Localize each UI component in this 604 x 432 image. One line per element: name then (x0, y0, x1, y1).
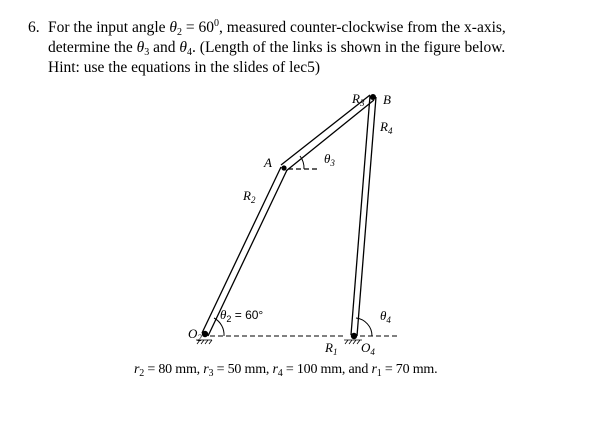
label-a: A (264, 155, 272, 170)
pin-b (370, 94, 376, 100)
pin-o2 (202, 331, 208, 337)
label-r2: $R_2$ (243, 188, 256, 205)
label-r3: $R_3$ (352, 91, 365, 108)
label-theta4: $\theta_4$ (380, 308, 391, 325)
label-b: B (383, 92, 391, 107)
given-value: = 50 mm, (213, 362, 273, 377)
label-theta2-value: $\theta_2 = 60^\circ$ (220, 307, 264, 324)
problem-text: , measured counter-clockwise from the x-axis, (219, 19, 506, 36)
pin-a (281, 165, 286, 170)
problem-text: determine the (48, 39, 137, 56)
given-symbol: r (134, 362, 140, 377)
label-r4: $R_4$ (380, 119, 393, 136)
theta-symbol: θ (169, 19, 178, 36)
equation-text: = 60 (182, 19, 215, 36)
label-o2: $O_2$ (188, 326, 202, 343)
label-o4: $O_4$ (361, 340, 375, 357)
subscript: 4 (277, 368, 283, 379)
problem-text: . (Length of the links is shown in the figure below. (192, 39, 506, 56)
given-symbol: r (371, 362, 377, 377)
link-r4 (351, 96, 376, 336)
problem-text: For the input angle (48, 19, 170, 36)
problem-line-3: Hint: use the equations in the slides of lec5) (48, 59, 321, 76)
subscript: 2 (139, 368, 145, 379)
given-value: = 80 mm, (144, 362, 204, 377)
given-value: = 70 mm. (381, 362, 438, 377)
subscript: 3 (208, 368, 214, 379)
given-symbol: r (272, 362, 278, 377)
degree-superscript: 0 (214, 18, 220, 29)
subscript: 1 (376, 368, 382, 379)
subscript: 3 (144, 47, 150, 58)
label-theta3: $\theta_3$ (324, 151, 335, 168)
problem-text: and (149, 39, 180, 56)
theta-symbol: θ (136, 39, 145, 56)
theta-symbol: θ (179, 39, 188, 56)
ground-hatch-o4 (344, 340, 362, 344)
given-lengths (134, 362, 437, 378)
label-r1: $R_1$ (325, 340, 338, 357)
given-value: = 100 mm, and (282, 362, 372, 377)
problem-number: 6. (28, 19, 40, 36)
given-symbol: r (203, 362, 209, 377)
subscript: 2 (177, 27, 183, 38)
pin-o4 (351, 333, 357, 339)
subscript: 4 (187, 47, 193, 58)
